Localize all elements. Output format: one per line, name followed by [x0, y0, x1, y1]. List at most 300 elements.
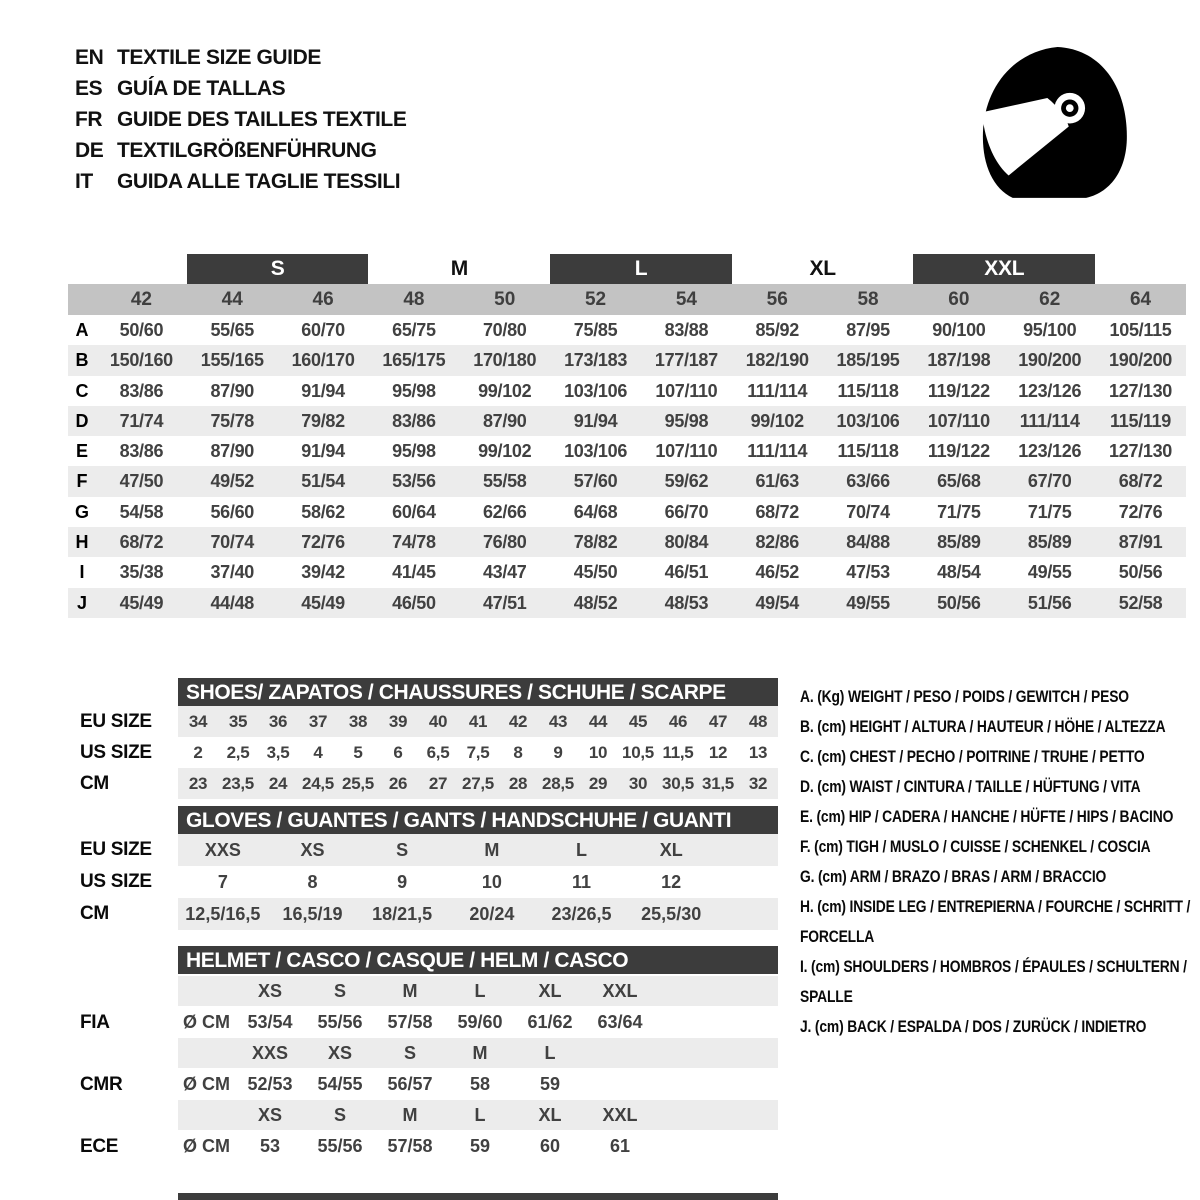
- measure-cell: 49/55: [846, 592, 890, 613]
- shoes-size-cell: 42: [508, 712, 528, 731]
- helmet-sizes-row-cmr: [178, 1038, 778, 1068]
- measure-cell: 65/75: [392, 320, 436, 340]
- measure-cell: 39/42: [301, 562, 345, 583]
- measure-cell: 115/119: [1110, 410, 1172, 431]
- shoes-size-cell: 27: [428, 774, 448, 793]
- shoes-size-cell: 29: [588, 774, 608, 793]
- shoes-size-cell: 10,5: [622, 743, 654, 762]
- shoes-size-cell: 8: [513, 743, 523, 762]
- measure-cell: 57/60: [573, 471, 618, 492]
- helmet-size-cell: 57/58: [387, 1136, 433, 1156]
- measure-cell: 45/49: [119, 592, 164, 613]
- shoes-size-cell: 6: [393, 743, 403, 762]
- gloves-size-cell: 10: [481, 872, 502, 892]
- measure-cell: 190/200: [1109, 350, 1172, 371]
- measure-cell: 182/190: [745, 350, 809, 371]
- gloves-size-cell: 20/24: [469, 904, 515, 924]
- measure-cell: 95/98: [664, 410, 709, 431]
- shoes-size-cell: 36: [268, 712, 288, 731]
- numeric-size-header-row: [68, 284, 1186, 315]
- gloves-size-cell: XS: [300, 840, 325, 860]
- measure-row-h: [68, 527, 1186, 557]
- measure-cell: 72/76: [301, 532, 345, 553]
- language-code: FR: [75, 107, 103, 131]
- language-row: [75, 166, 406, 197]
- measure-row-i: [68, 557, 1186, 587]
- gloves-size-cell: M: [484, 840, 500, 860]
- measure-cell: 61/63: [755, 471, 799, 492]
- measure-cell: 48/54: [937, 562, 981, 583]
- language-code: IT: [75, 169, 93, 193]
- language-code: DE: [75, 138, 104, 162]
- size-col-spacer: [96, 254, 187, 284]
- shoes-size-row: [178, 706, 778, 737]
- measure-cell: 87/90: [210, 441, 255, 462]
- measure-cell: 173/183: [564, 350, 628, 371]
- measure-cell: 75/85: [573, 320, 618, 340]
- measure-cell: 177/187: [654, 350, 718, 371]
- shoes-size-cell: 12: [708, 743, 728, 762]
- measure-row-g: [68, 497, 1186, 527]
- helmet-size-cell: 59: [469, 1136, 491, 1156]
- measure-cell: 49/55: [1027, 562, 1072, 583]
- gloves-size-cell: S: [396, 840, 409, 860]
- measure-cell: 50/56: [1118, 562, 1163, 583]
- measure-cell: 45/50: [573, 562, 618, 583]
- measure-row-a: [68, 315, 1186, 345]
- measure-row-letter: C: [75, 380, 89, 401]
- measure-cell: 103/106: [564, 441, 628, 462]
- helmet-values-row-ece: [178, 1131, 778, 1161]
- measure-cell: 111/114: [1019, 410, 1080, 431]
- shoes-size-cell: 7,5: [466, 743, 490, 762]
- numeric-size-header: 64: [1129, 289, 1152, 310]
- measure-cell: 150/160: [109, 350, 173, 371]
- size-group-l: L: [550, 254, 732, 284]
- diameter-col-spacer: [178, 976, 235, 1006]
- measure-cell: 70/80: [482, 320, 527, 340]
- measure-cell: 85/89: [937, 532, 981, 553]
- measure-cell: 74/78: [392, 532, 436, 553]
- size-group-m: M: [450, 257, 468, 280]
- measure-row-letter: G: [74, 501, 89, 522]
- shoes-size-cell: 23: [188, 774, 208, 793]
- shoes-size-cell: 27,5: [462, 774, 494, 793]
- measure-cell: 95/98: [392, 380, 436, 401]
- helmet-size-cell: 59/60: [457, 1012, 503, 1032]
- helmet-values-row-fia: [178, 1007, 778, 1037]
- numeric-size-header: 54: [675, 289, 697, 310]
- measure-cell: 63/66: [846, 471, 890, 492]
- helmet-size-label: S: [333, 981, 346, 1001]
- numeric-size-header: 58: [857, 289, 879, 310]
- letter-col-spacer: [68, 254, 96, 284]
- measure-cell: 185/195: [836, 350, 900, 371]
- helmet-size-label: S: [403, 1043, 416, 1063]
- measure-cell: 70/74: [846, 501, 890, 522]
- measure-cell: 155/165: [200, 350, 264, 371]
- shoes-size-cell: 35: [228, 712, 248, 731]
- measure-cell: 119/122: [927, 441, 990, 462]
- language-row: [75, 73, 406, 104]
- measure-cell: 115/118: [837, 380, 899, 401]
- helmet-size-cell: 53: [259, 1136, 281, 1156]
- measure-cell: 59/62: [664, 471, 709, 492]
- shoes-size-cell: 47: [708, 712, 728, 731]
- measure-cell: 35/38: [119, 562, 164, 583]
- legend-item: H. (cm) INSIDE LEG / ENTREPIERNA / FOURCHE / SCHRITT / FORCELLA: [800, 897, 1191, 946]
- measure-cell: 87/90: [210, 380, 255, 401]
- language-title: TEXTILGRÖßENFÜHRUNG: [117, 138, 377, 162]
- shoes-size-row: [178, 737, 778, 768]
- shoes-size-cell: 6,5: [426, 743, 450, 762]
- language-code: ES: [75, 76, 103, 100]
- measure-cell: 51/56: [1027, 592, 1072, 613]
- measure-cell: 53/56: [392, 471, 436, 492]
- measure-cell: 80/84: [664, 532, 709, 553]
- gloves-size-row: [178, 834, 778, 866]
- shoes-size-cell: 30: [628, 774, 648, 793]
- measure-row-f: [68, 466, 1186, 496]
- measure-row-letter: I: [79, 562, 85, 583]
- helmet-size-label: M: [402, 1105, 418, 1125]
- measure-cell: 99/102: [478, 441, 532, 462]
- diameter-label: Ø CM: [183, 1074, 230, 1094]
- measure-cell: 47/53: [846, 562, 890, 583]
- size-group-xxl: XXL: [913, 254, 1095, 284]
- helmet-size-label: L: [474, 1105, 486, 1125]
- measure-cell: 62/66: [482, 501, 527, 522]
- helmet-size-cell: 52/53: [247, 1074, 293, 1094]
- gloves-size-cell: 11: [572, 872, 592, 892]
- numeric-size-header: 42: [130, 289, 152, 310]
- shoes-size-cell: 3,5: [266, 743, 290, 762]
- numeric-size-header: 56: [766, 289, 788, 310]
- shoes-size-cell: 32: [748, 774, 768, 793]
- helmet-size-label: XS: [327, 1043, 352, 1063]
- measure-cell: 99/102: [478, 380, 532, 401]
- gloves-row-label: CM: [80, 903, 109, 924]
- helmet-size-label: XL: [538, 981, 562, 1001]
- measure-cell: 123/126: [1018, 380, 1082, 401]
- shoes-row-label: CM: [80, 773, 109, 794]
- measure-cell: 50/56: [937, 592, 981, 613]
- language-title: GUIDE DES TAILLES TEXTILE: [117, 107, 407, 131]
- size-group-xl: XL: [809, 257, 836, 280]
- helmet-size-cell: 54/55: [317, 1074, 363, 1094]
- gloves-size-row: [178, 898, 778, 930]
- measure-cell: 68/72: [1118, 471, 1163, 492]
- measure-cell: 83/86: [119, 441, 164, 462]
- measure-row-e: [68, 436, 1186, 466]
- helmet-size-cell: 55/56: [317, 1136, 363, 1156]
- measure-cell: 71/74: [119, 410, 164, 431]
- measure-row-letter: F: [76, 471, 88, 492]
- language-title-list: [75, 42, 406, 197]
- legend-item: E. (cm) HIP / CADERA / HANCHE / HÜFTE / HIPS / BACINO: [800, 807, 1174, 826]
- measure-cell: 46/50: [392, 592, 436, 613]
- language-row: [75, 104, 406, 135]
- diameter-col-spacer: [178, 1100, 235, 1130]
- legend-item: D. (cm) WAIST / CINTURA / TAILLE / HÜFTUNG / VITA: [800, 777, 1141, 796]
- helmet-header-bar: HELMET / CASCO / CASQUE / HELM / CASCO: [178, 946, 778, 974]
- measure-cell: 87/95: [846, 320, 890, 340]
- shoes-size-cell: 13: [748, 743, 768, 762]
- helmet-size-label: XXL: [602, 1105, 638, 1125]
- helmet-size-label: M: [402, 981, 418, 1001]
- measure-cell: 103/106: [564, 380, 628, 401]
- textile-size-table: [68, 254, 1186, 618]
- gloves-size-cell: XL: [659, 840, 683, 860]
- measure-row-d: [68, 406, 1186, 436]
- helmet-size-label: L: [544, 1043, 556, 1063]
- measure-cell: 187/198: [927, 350, 991, 371]
- measure-cell: 64/68: [573, 501, 618, 522]
- shoes-size-cell: 45: [628, 712, 648, 731]
- measure-cell: 111/114: [747, 380, 808, 401]
- measure-cell: 48/52: [573, 592, 618, 613]
- measure-row-letter: E: [75, 441, 88, 462]
- measure-cell: 103/106: [836, 410, 900, 431]
- measure-cell: 78/82: [573, 532, 618, 553]
- shoes-size-cell: 2,5: [226, 743, 250, 762]
- measure-cell: 43/47: [482, 562, 527, 583]
- shoes-size-cell: 38: [348, 712, 368, 731]
- measure-cell: 71/75: [937, 501, 981, 522]
- helmet-size-cell: 61: [609, 1136, 631, 1156]
- measure-row-b: [68, 345, 1186, 375]
- shoes-size-cell: 43: [548, 712, 568, 731]
- gloves-size-cell: 12: [661, 872, 682, 892]
- shoes-size-cell: 11,5: [662, 743, 694, 762]
- gloves-size-cell: 12,5/16,5: [185, 904, 261, 924]
- measure-cell: 107/110: [655, 380, 718, 401]
- measure-cell: 46/52: [755, 562, 799, 583]
- numeric-size-header: 60: [948, 289, 970, 310]
- language-row: [75, 42, 406, 73]
- diameter-col-spacer: [178, 1038, 235, 1068]
- measure-cell: 190/200: [1018, 350, 1082, 371]
- measure-cell: 72/76: [1118, 501, 1163, 522]
- shoes-size-cell: 24,5: [302, 774, 334, 793]
- measure-cell: 52/58: [1118, 592, 1163, 613]
- shoes-size-row: [178, 768, 778, 799]
- measure-cell: 83/86: [392, 410, 436, 431]
- shoes-size-cell: 46: [668, 712, 688, 731]
- measurement-legend: [800, 682, 1200, 1042]
- size-group-header-row: [68, 254, 1186, 284]
- shoes-size-cell: 41: [468, 712, 488, 731]
- diameter-label: Ø CM: [183, 1136, 230, 1156]
- measure-cell: 71/75: [1027, 501, 1072, 522]
- measure-cell: 99/102: [750, 410, 804, 431]
- legend-item: A. (Kg) WEIGHT / PESO / POIDS / GEWITCH / PESO: [800, 687, 1129, 706]
- shoes-size-cell: 34: [188, 712, 208, 731]
- gloves-size-cell: 8: [307, 872, 318, 892]
- measure-cell: 55/65: [210, 320, 255, 340]
- measure-cell: 127/130: [1109, 441, 1172, 462]
- measure-cell: 47/50: [119, 471, 164, 492]
- shoes-header-bar: SHOES/ ZAPATOS / CHAUSSURES / SCHUHE / SCARPE: [178, 678, 778, 706]
- language-title: GUÍA DE TALLAS: [117, 76, 286, 100]
- measure-cell: 50/60: [119, 320, 164, 340]
- shoes-size-cell: 48: [748, 712, 768, 731]
- measure-cell: 111/114: [747, 441, 808, 462]
- diameter-label: Ø CM: [183, 1012, 230, 1032]
- helmet-size-label: S: [333, 1105, 346, 1125]
- gloves-size-cell: 25,5/30: [641, 904, 702, 924]
- gloves-size-cell: 23/26,5: [551, 904, 612, 924]
- helmet-sizes-row-ece: [178, 1100, 778, 1130]
- measure-cell: 91/94: [301, 441, 345, 462]
- measure-row-c: [68, 376, 1186, 406]
- helmet-sizes-row-fia: [178, 976, 778, 1006]
- gloves-size-row: [178, 866, 778, 898]
- measure-cell: 65/68: [937, 471, 981, 492]
- measure-cell: 165/175: [382, 350, 446, 371]
- shoes-size-cell: 31,5: [702, 774, 734, 793]
- measure-cell: 84/88: [846, 532, 890, 553]
- shoes-size-cell: 28: [508, 774, 528, 793]
- measure-cell: 85/89: [1027, 532, 1072, 553]
- language-title: TEXTILE SIZE GUIDE: [117, 45, 321, 69]
- measure-cell: 90/100: [932, 320, 986, 340]
- shoes-size-cell: 25,5: [342, 774, 374, 793]
- gloves-size-cell: 16,5/19: [282, 904, 343, 924]
- measure-cell: 105/115: [1109, 320, 1172, 340]
- measure-cell: 127/130: [1109, 380, 1172, 401]
- measure-cell: 123/126: [1018, 441, 1082, 462]
- measure-row-letter: B: [75, 350, 89, 371]
- language-row: [75, 135, 406, 166]
- shoes-row-label: EU SIZE: [80, 711, 152, 732]
- measure-cell: 76/80: [482, 532, 527, 553]
- helmet-size-cell: 58: [469, 1074, 491, 1094]
- gloves-size-cell: XXS: [204, 840, 241, 860]
- measure-cell: 91/94: [573, 410, 618, 431]
- legend-item: F. (cm) TIGH / MUSLO / CUISSE / SCHENKEL / COSCIA: [800, 837, 1151, 856]
- shoes-size-cell: 30,5: [662, 774, 694, 793]
- measure-cell: 170/180: [473, 350, 537, 371]
- helmet-size-cell: 57/58: [387, 1012, 433, 1032]
- measure-cell: 60/70: [301, 320, 345, 340]
- size-col-spacer: [1095, 254, 1186, 284]
- measure-cell: 58/62: [301, 501, 345, 522]
- measure-cell: 55/58: [482, 471, 527, 492]
- measure-cell: 44/48: [210, 592, 255, 613]
- measure-cell: 82/86: [755, 532, 799, 553]
- measure-row-letter: J: [76, 592, 87, 613]
- shoes-size-cell: 9: [553, 743, 563, 762]
- measure-cell: 68/72: [119, 532, 164, 553]
- measure-cell: 66/70: [664, 501, 709, 522]
- measure-cell: 95/100: [1023, 320, 1077, 340]
- measure-cell: 56/60: [210, 501, 255, 522]
- letter-col-spacer: [68, 284, 96, 315]
- measure-cell: 91/94: [301, 380, 345, 401]
- numeric-size-header: 44: [221, 289, 243, 310]
- shoes-size-cell: 26: [388, 774, 408, 793]
- gloves-size-cell: L: [576, 840, 588, 860]
- helmet-standard-label: FIA: [80, 1012, 110, 1033]
- measure-cell: 95/98: [392, 441, 436, 462]
- shoes-size-cell: 39: [388, 712, 408, 731]
- numeric-size-header: 48: [403, 289, 425, 310]
- measure-cell: 54/58: [119, 501, 164, 522]
- helmet-icon-svg: [976, 42, 1134, 210]
- measure-cell: 83/88: [664, 320, 709, 340]
- helmet-size-label: XS: [257, 981, 282, 1001]
- language-title: GUIDA ALLE TAGLIE TESSILI: [117, 169, 401, 193]
- shoes-size-cell: 28,5: [542, 774, 574, 793]
- gloves-header-bar: GLOVES / GUANTES / GANTS / HANDSCHUHE / GUANTI: [178, 806, 778, 834]
- shoes-size-cell: 23,5: [222, 774, 254, 793]
- shoes-row-label: US SIZE: [80, 742, 152, 763]
- gloves-row-label: US SIZE: [80, 871, 152, 892]
- measure-cell: 45/49: [301, 592, 345, 613]
- helmet-size-cell: 56/57: [387, 1074, 433, 1094]
- numeric-size-header: 62: [1039, 289, 1061, 310]
- measure-cell: 41/45: [392, 562, 436, 583]
- numeric-size-header: 52: [584, 289, 607, 310]
- helmet-size-cell: 60: [539, 1136, 561, 1156]
- legend-item: G. (cm) ARM / BRAZO / BRAS / ARM / BRACCIO: [800, 867, 1107, 886]
- helmet-size-label: L: [474, 981, 486, 1001]
- helmet-icon: [976, 42, 1134, 210]
- measure-row-letter: D: [75, 410, 89, 431]
- shoes-size-cell: 37: [308, 712, 328, 731]
- shoes-size-cell: 2: [193, 743, 203, 762]
- measure-cell: 107/110: [927, 410, 990, 431]
- measure-cell: 48/53: [664, 592, 709, 613]
- measure-cell: 47/51: [482, 592, 527, 613]
- shoes-size-cell: 44: [588, 712, 608, 731]
- measure-row-j: [68, 588, 1186, 618]
- measure-cell: 85/92: [755, 320, 799, 340]
- shoes-size-cell: 10: [588, 743, 608, 762]
- shoes-size-cell: 40: [428, 712, 448, 731]
- shoes-size-cell: 4: [313, 743, 323, 762]
- measure-cell: 79/82: [301, 410, 345, 431]
- measure-cell: 83/86: [119, 380, 164, 401]
- measure-cell: 46/51: [664, 562, 709, 583]
- measure-cell: 37/40: [210, 562, 255, 583]
- helmet-size-label: XL: [538, 1105, 562, 1125]
- measure-cell: 115/118: [837, 441, 899, 462]
- helmet-size-cell: 59: [539, 1074, 561, 1094]
- measure-cell: 160/170: [291, 350, 355, 371]
- measure-cell: 107/110: [655, 441, 718, 462]
- numeric-size-header: 46: [312, 289, 334, 310]
- helmet-size-label: M: [472, 1043, 488, 1063]
- legend-item: B. (cm) HEIGHT / ALTURA / HAUTEUR / HÖHE / ALTEZZA: [800, 717, 1166, 736]
- measure-cell: 119/122: [927, 380, 990, 401]
- measure-cell: 51/54: [301, 471, 345, 492]
- measure-cell: 68/72: [755, 501, 799, 522]
- legend-item: J. (cm) BACK / ESPALDA / DOS / ZURÜCK / INDIETRO: [800, 1017, 1147, 1036]
- cutoff-section-bar: [178, 1193, 778, 1200]
- helmet-standard-label: CMR: [80, 1074, 123, 1095]
- helmet-size-cell: 53/54: [247, 1012, 293, 1032]
- shoes-size-cell: 5: [353, 743, 363, 762]
- gloves-row-label: EU SIZE: [80, 839, 152, 860]
- numeric-size-header: 50: [494, 289, 516, 310]
- measure-row-letter: H: [75, 532, 89, 553]
- helmet-values-row-cmr: [178, 1069, 778, 1099]
- measure-cell: 60/64: [392, 501, 436, 522]
- measure-cell: 49/52: [210, 471, 255, 492]
- measure-cell: 67/70: [1027, 471, 1072, 492]
